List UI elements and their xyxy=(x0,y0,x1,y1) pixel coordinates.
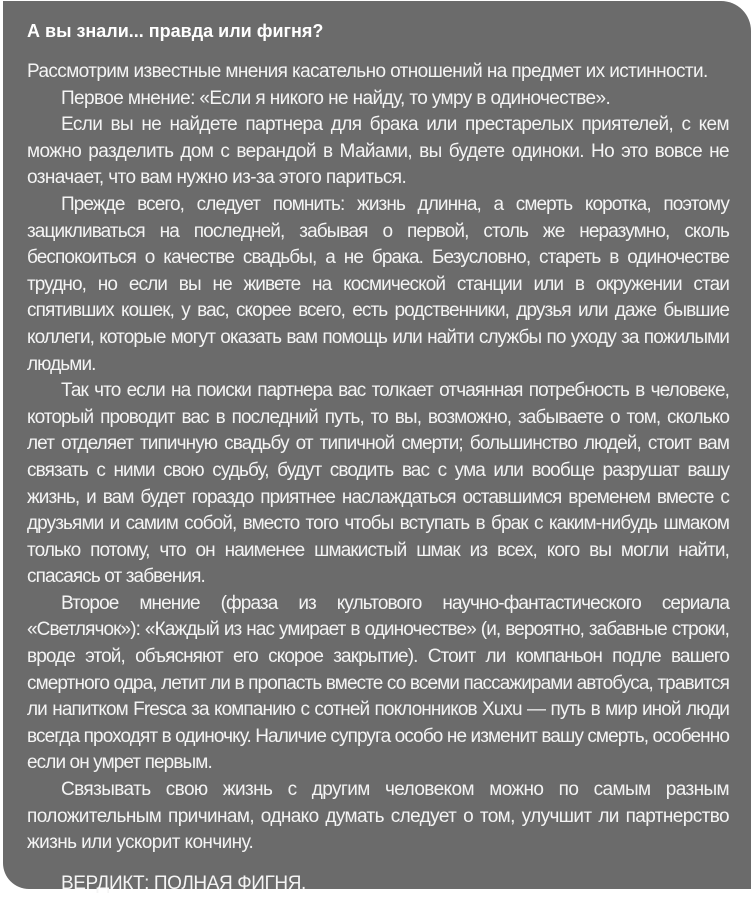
paragraph-intro: Рассмотрим известные мнения касательно отношений на предмет их истинности. xyxy=(27,61,708,82)
paragraph-first-opinion: Первое мнение: «Если я никого не найду, то умру в одиночестве». xyxy=(61,87,611,109)
sidebar-box xyxy=(3,1,751,894)
verdict: ВЕРДИКТ: ПОЛНАЯ ФИГНЯ. xyxy=(61,872,306,894)
paragraph-life-long: Прежде всего, следует помнить: жизнь длинна, а смерть коротка, поэтому зацикливаться на последней, забывая о первой, столь же неразумно, сколь беспокоиться о качестве свадьбы, а не брака. Безусловно, стареть в одиночестве трудно, но если вы не живете на космической станции или в окружении стаи спятивших кошек, у вас, скорее всего, есть родственники, друзья или даже бывшие коллеги, которые могут оказать вам помощь или найти службы по уходу за пожилыми людьми. xyxy=(27,193,729,375)
box-title: А вы знали... правда или фигня? xyxy=(27,21,324,41)
paragraph-conclusion: Связывать свою жизнь с другим человеком можно по самым разным положительным причинам, однако думать следует о том, улучшит ли партнерство жизнь или ускорит кончину. xyxy=(27,779,729,854)
box-body xyxy=(27,59,729,857)
paragraph-alone: Если вы не найдете партнера для брака или престарелых приятелей, с кем можно разделить дом с верандой в Майами, вы будете одиноки. Но это вовсе не означает, что вам нужно из-за этого париться. xyxy=(27,114,729,189)
paragraph-partner-search: Так что если на поиски партнера вас толкает отчаянная потребность в человеке, который проводит вас в последний путь, то вы, возможно, забываете о том, сколько лет отделяет типичную свадьбу от типичной смерти; большинство людей, стоит вам связать с ними свою судьбу, будут сводить вас с ума или вообще разрушат вашу жизнь, и вам будет гораздо приятнее наслаждаться оставшимся временем вместе с друзьями и самим собой, вместо того чтобы вступать в брак с каким-нибудь шмаком только потому, что он наименее шмакистый шмак из всех, кого вы могли найти, спасаясь от забвения. xyxy=(27,380,729,588)
paragraph-second-opinion: Второе мнение (фраза из культового научно-фантастического сериала «Светлячок»): «Каждый из нас умирает в одиночестве» (и, вероятно, забавные строки, вроде этой, объясняют его скорое закрытие). Стоит ли компаньон подле вашего смертного одра, летит ли в пропасть вместе со всеми пассажирами автобуса, травится ли напитком Fresca за компанию с сотней поклонников Xuxu — путь в мир иной люди всегда проходят в одиночку. Наличие супруга особо не изменит вашу смерть, особенно если он умрет первым. xyxy=(27,592,729,774)
